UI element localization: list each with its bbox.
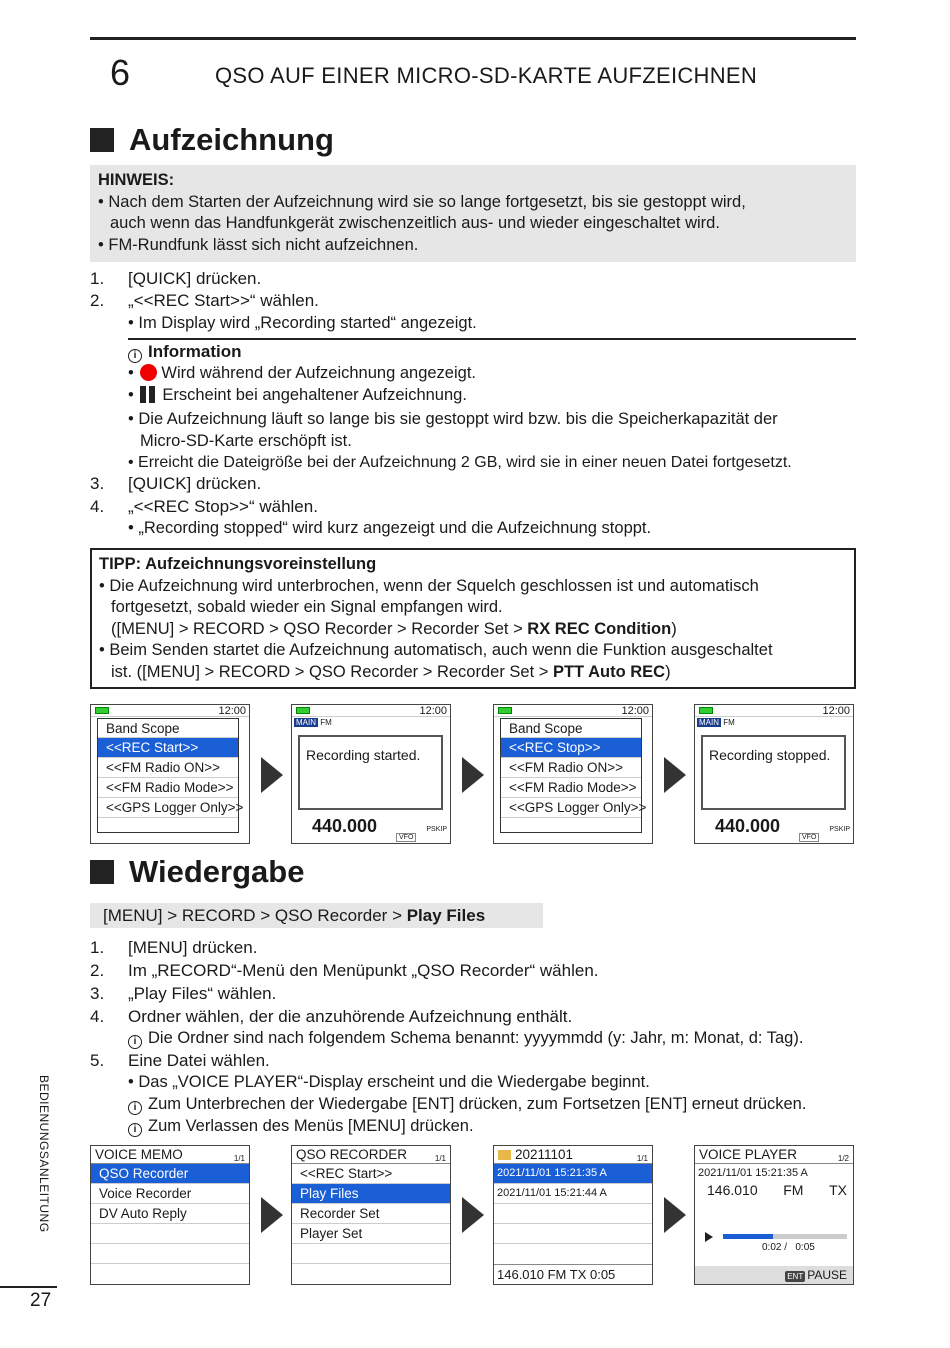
main-badge: MAIN (699, 718, 719, 727)
file-row (494, 1204, 652, 1224)
arrow-right-icon (664, 757, 686, 793)
square-bullet-icon (90, 860, 114, 884)
chapter-title: QSO AUF EINER MICRO-SD-KARTE AUFZEICHNEN (215, 63, 758, 88)
vfo-label: VFO (396, 833, 416, 842)
pskip-label: PSKIP (426, 826, 447, 833)
arrow-right-icon (462, 1197, 484, 1233)
information-title: Information (148, 342, 242, 361)
hinweis-box (90, 165, 856, 262)
section-title: Wiedergabe (129, 854, 305, 889)
battery-icon (296, 707, 310, 714)
info-item: Micro-SD-Karte erschöpft ist. (140, 431, 352, 450)
sidebar-label: BEDIENUNGSANLEITUNG (37, 1075, 51, 1233)
frequency: 440.000 (715, 816, 781, 836)
info-item: Wird während der Aufzeichnung angezeigt. (161, 364, 476, 382)
section-title: Aufzeichnung (129, 122, 334, 157)
screen-folder-files (493, 1145, 653, 1285)
screen-voice-memo (90, 1145, 250, 1285)
screen-recording-started: 12:00 MAIN FM Recording started. 440.000 PSKIP VFO (291, 704, 451, 844)
arrow-right-icon (261, 757, 283, 793)
info-note: i Die Ordner sind nach folgendem Schema benannt: yyyymmdd (y: Jahr, m: Monat, d: Tag). (128, 1028, 803, 1050)
file-row (494, 1224, 652, 1244)
menu-row[interactable]: Recorder Set (292, 1204, 450, 1224)
screen-title: VOICE PLAYER 1/2 (695, 1146, 853, 1164)
step-sub: • „Recording stopped“ wird kurz angezeigt und die Aufzeichnung stoppt. (128, 519, 652, 537)
step-item: 2. „<<REC Start>>“ wählen. (90, 291, 319, 310)
record-dot-icon (140, 364, 157, 381)
screen-title: VOICE MEMO 1/1 (91, 1146, 249, 1164)
menu-row[interactable]: Band Scope (501, 719, 641, 738)
menu-row-selected[interactable]: <<REC Start>> (98, 738, 238, 758)
menu-row (91, 1244, 249, 1264)
screen-quick-menu-stop (493, 704, 653, 844)
tipp-line: • Beim Senden startet die Aufzeichnung automatisch, auch wenn die Funktion ausgeschaltet (99, 641, 773, 659)
file-info: 146.010 FM TX (707, 1182, 847, 1198)
information-block: i Information • Wird während der Aufzeichnung angezeigt. • Erscheint bei angehaltener Aufzeichnung. • Die Aufzeichnung läuft so lange bis sie gestoppt wird bzw. bis die Speicherkapazität der Micro-SD-Karte erschöpft ist. • Erreicht die Dateigröße bei der Aufzeichnung 2 GB, wird sie in einer neuen Datei fortgesetzt. (128, 341, 858, 474)
vfo-label: VFO (799, 833, 819, 842)
progress-bar (723, 1234, 847, 1239)
arrow-right-icon (664, 1197, 686, 1233)
tipp-line: ist. ([MENU] > RECORD > QSO Recorder > Recorder Set > PTT Auto REC) (111, 662, 671, 681)
info-note: i Zum Verlassen des Menüs [MENU] drücken. (128, 1116, 474, 1138)
menu-path: [MENU] > RECORD > QSO Recorder > Play Files (90, 903, 543, 928)
hinweis-label: HINWEIS: (98, 171, 175, 189)
arrow-right-icon (261, 1197, 283, 1233)
screen-title: QSO RECORDER 1/1 (292, 1146, 450, 1164)
screen-quick-menu-start (90, 704, 250, 844)
tipp-box (90, 548, 856, 689)
tipp-line: • Die Aufzeichnung wird unterbrochen, wenn der Squelch geschlossen ist und automatisch (99, 576, 759, 595)
status-bar: 12:00 (91, 705, 249, 717)
info-icon: i (128, 1035, 142, 1049)
status-bar: 12:00 (695, 705, 853, 717)
pause-softkey[interactable]: ENT PAUSE (695, 1266, 853, 1284)
tipp-line: fortgesetzt, sobald wieder ein Signal empfangen wird. (111, 598, 503, 616)
info-item: Erscheint bei angehaltener Aufzeichnung. (162, 385, 467, 404)
tipp-title: TIPP: Aufzeichnungsvoreinstellung (99, 555, 377, 573)
status-bar: 12:00 (292, 705, 450, 717)
hinweis-item: • Nach dem Starten der Aufzeichnung wird sie so lange fortgesetzt, bis sie gestoppt wird, (98, 192, 746, 211)
screen-qso-recorder (291, 1145, 451, 1285)
hinweis-item: auch wenn das Handfunkgerät zwischenzeitlich aus- und wieder eingeschaltet wird. (110, 214, 720, 232)
tipp-line: ([MENU] > RECORD > QSO Recorder > Recorder Set > RX REC Condition) (111, 619, 677, 638)
file-datetime: 2021/11/01 15:21:35 A (698, 1167, 808, 1179)
frequency: 440.000 (312, 816, 378, 836)
info-icon: i (128, 349, 142, 363)
menu-row[interactable]: Player Set (292, 1224, 450, 1244)
square-bullet-icon (90, 128, 114, 152)
hinweis-item: • FM-Rundfunk lässt sich nicht aufzeichnen. (98, 235, 419, 254)
chapter-number: 6 (110, 52, 131, 93)
menu-row (91, 1224, 249, 1244)
menu-row[interactable]: <<FM Radio ON>> (98, 758, 238, 778)
play-time: 0:02 / 0:05 (762, 1242, 815, 1253)
folder-icon (498, 1150, 511, 1160)
file-row[interactable]: 2021/11/01 15:21:44 A (494, 1184, 652, 1204)
step-item: 3. „Play Files“ wählen. (90, 984, 277, 1003)
section-heading-aufzeichnung (90, 122, 334, 158)
play-icon (705, 1232, 713, 1242)
step-sub: • Das „VOICE PLAYER“-Display erscheint und die Wiedergabe beginnt. (128, 1073, 650, 1091)
information-rule (128, 338, 856, 340)
status-footer: 146.010 FM TX 0:05 (494, 1264, 652, 1284)
step-item: 2. Im „RECORD“-Menü den Menüpunkt „QSO Recorder“ wählen. (90, 961, 599, 980)
info-item: • Erreicht die Dateigröße bei der Aufzeichnung 2 GB, wird sie in einer neuen Datei fortgesetzt. (128, 454, 792, 471)
menu-row[interactable]: <<FM Radio Mode>> (98, 778, 238, 798)
menu-row[interactable]: Band Scope (98, 719, 238, 738)
main-badge: MAIN (296, 718, 316, 727)
screen-recording-stopped: 12:00 MAIN FM Recording stopped. 440.000 PSKIP VFO (694, 704, 854, 844)
info-icon: i (128, 1101, 142, 1115)
screen-title: 20211101 1/1 (494, 1146, 652, 1164)
popup-message: Recording started. (298, 735, 443, 810)
menu-row[interactable]: Voice Recorder (91, 1184, 249, 1204)
step-sub: • Im Display wird „Recording started“ angezeigt. (128, 314, 477, 332)
battery-icon (95, 707, 109, 714)
step-item: 1. [QUICK] drücken. (90, 269, 262, 288)
step-item: 5. Eine Datei wählen. (90, 1051, 270, 1070)
menu-row[interactable]: <<FM Radio ON>> (501, 758, 641, 778)
file-row-selected[interactable]: 2021/11/01 15:21:35 A (494, 1164, 652, 1184)
info-icon: i (128, 1123, 142, 1137)
popup-message: Recording stopped. (701, 735, 846, 810)
battery-icon (699, 707, 713, 714)
menu-row-selected[interactable]: QSO Recorder (91, 1164, 249, 1184)
step-item: 4. Ordner wählen, der die anzuhörende Aufzeichnung enthält. (90, 1007, 573, 1026)
header-rule (90, 37, 856, 40)
info-note: i Zum Unterbrechen der Wiedergabe [ENT] drücken, zum Fortsetzen [ENT] erneut drücken. (128, 1094, 806, 1116)
step-item: 3. [QUICK] drücken. (90, 474, 262, 493)
status-bar: 12:00 (494, 705, 652, 717)
menu-row[interactable]: <<FM Radio Mode>> (501, 778, 641, 798)
menu-row[interactable]: <<REC Start>> (292, 1164, 450, 1184)
info-item: • Die Aufzeichnung läuft so lange bis sie gestoppt wird bzw. bis die Speicherkapazität der (128, 410, 778, 428)
menu-row[interactable]: <<GPS Logger Only>> (501, 798, 641, 818)
arrow-right-icon (462, 757, 484, 793)
screen-voice-player (694, 1145, 854, 1285)
pause-icon (140, 386, 158, 410)
page-number-rule (0, 1286, 57, 1288)
section-heading-wiedergabe (90, 854, 304, 890)
step-item: 4. „<<REC Stop>>“ wählen. (90, 497, 318, 516)
menu-row-selected[interactable]: Play Files (292, 1184, 450, 1204)
menu-row[interactable]: DV Auto Reply (91, 1204, 249, 1224)
menu-row-selected[interactable]: <<REC Stop>> (501, 738, 641, 758)
menu-row (292, 1244, 450, 1264)
page-number: 27 (30, 1290, 52, 1311)
battery-icon (498, 707, 512, 714)
step-item: 1. [MENU] drücken. (90, 938, 258, 957)
menu-row[interactable]: <<GPS Logger Only>> (98, 798, 238, 818)
pskip-label: PSKIP (829, 826, 850, 833)
